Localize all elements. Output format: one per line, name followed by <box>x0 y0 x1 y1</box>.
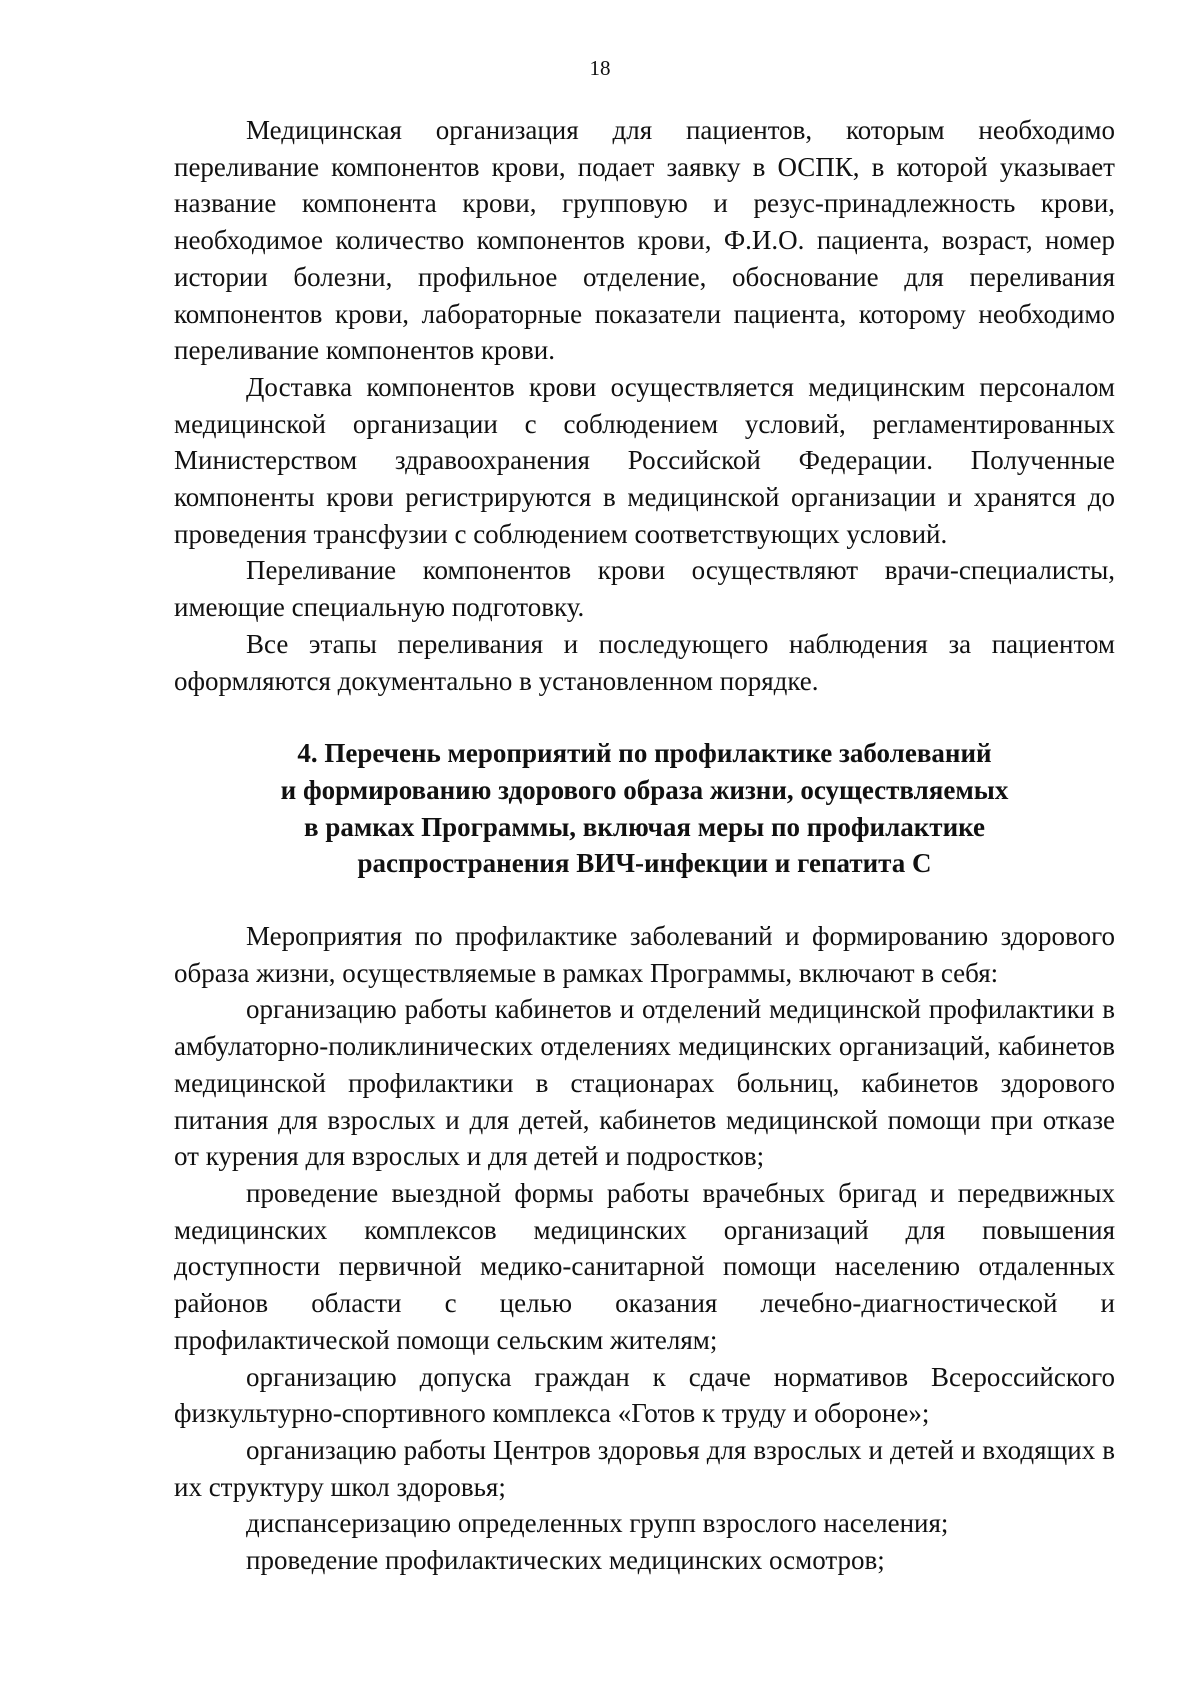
section-heading-line-4: распространения ВИЧ-инфекции и гепатита С <box>357 848 932 879</box>
paragraph-measures-intro: Мероприятия по профилактике заболеваний и формированию здорового образа жизни, осуществляемые в рамках Программы, включают в себя: <box>174 921 1115 988</box>
document-body <box>174 112 1115 1579</box>
section-heading <box>174 735 1115 882</box>
section-heading-line-3: в рамках Программы, включая меры по профилактике <box>304 811 985 842</box>
list-item-mobile-brigades: проведение выездной формы работы врачебных бригад и передвижных медицинских комплексов медицинских организаций для повышения доступности первичной медико-санитарной помощи населению отдаленных районов области с целью оказания лечебно-диагностической и профилактической помощи сельским жителям; <box>174 1177 1115 1355</box>
paragraph-transfusion-staff: Переливание компонентов крови осуществляют врачи-специалисты, имеющие специальную подготовку. <box>174 555 1115 623</box>
page-number: 18 <box>589 56 611 80</box>
paragraph-blood-delivery: Доставка компонентов крови осуществляется медицинским персоналом медицинской организации с соблюдением условий, регламентированных Министерством здравоохранения Российской Федерации. Полученные компоненты крови регистрируются в медицинской организации и хранятся до проведения трансфузии с соблюдением соответствующих условий. <box>174 371 1115 549</box>
section-heading-line-2: и формированию здорового образа жизни, осуществляемых <box>280 774 1009 805</box>
paragraph-blood-request: Медицинская организация для пациентов, которым необходимо переливание компонентов крови, подает заявку в ОСПК, в которой указывает название компонента крови, групповую и резус-принадлежность крови, необходимое количество компонентов крови, Ф.И.О. пациента, возраст, номер истории болезни, профильное отделение, обоснование для переливания компонентов крови, лабораторные показатели пациента, которому необходимо переливание компонентов крови. <box>174 115 1115 366</box>
paragraph-documentation: Все этапы переливания и последующего наблюдения за пациентом оформляются документально в установленном порядке. <box>174 628 1115 696</box>
list-item-health-centers: организацию работы Центров здоровья для взрослых и детей и входящих в их структуру школ здоровья; <box>174 1434 1115 1502</box>
list-item-prevention-offices: организацию работы кабинетов и отделений медицинской профилактики в амбулаторно-поликлинических отделениях медицинских организаций, кабинетов медицинской профилактики в стационарах больниц, кабинетов здорового питания для взрослых и для детей, кабинетов медицинской помощи при отказе от курения для взрослых и для детей и подростков; <box>174 994 1115 1172</box>
list-item-preventive-checkups: проведение профилактических медицинских осмотров; <box>246 1545 885 1576</box>
list-item-gto-standards: организацию допуска граждан к сдаче нормативов Всероссийского физкультурно-спортивного комплекса «Готов к труду и обороне»; <box>174 1361 1115 1429</box>
section-heading-line-1: 4. Перечень мероприятий по профилактике заболеваний <box>297 738 992 769</box>
list-item-dispensary-exam: диспансеризацию определенных групп взрослого населения; <box>246 1508 949 1539</box>
